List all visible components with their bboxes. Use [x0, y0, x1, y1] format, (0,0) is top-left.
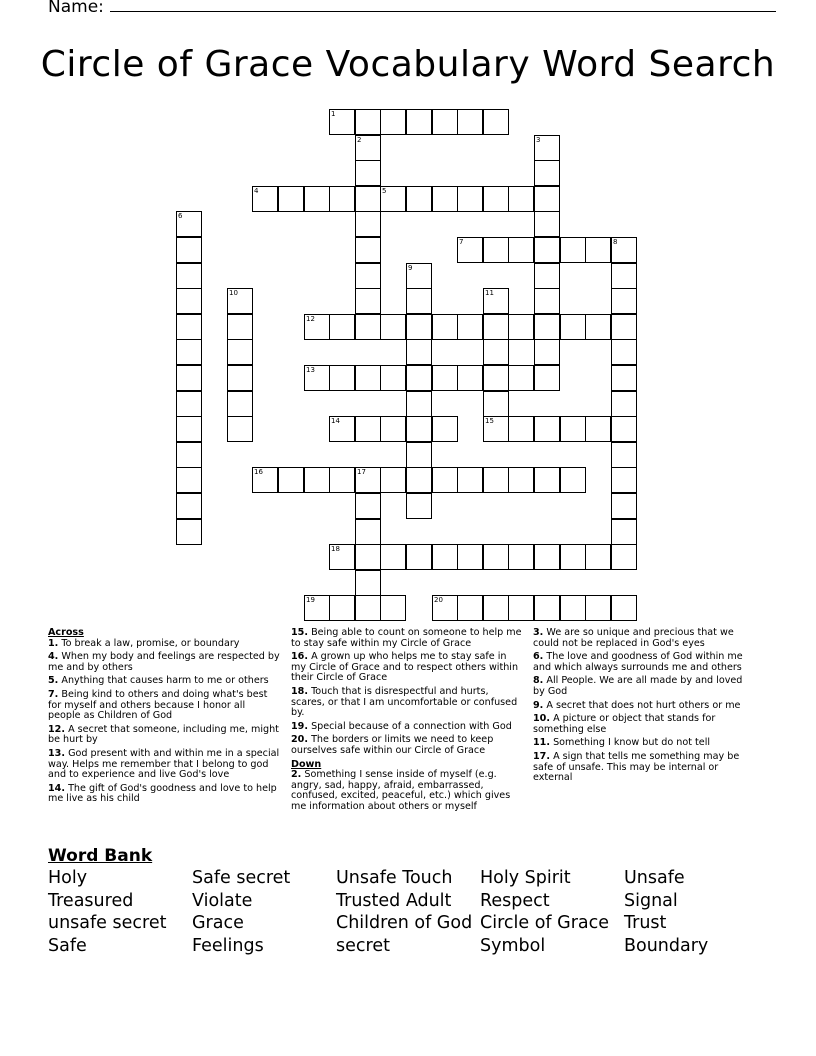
clue-number: 17: [357, 468, 366, 476]
clue-number: 20: [434, 596, 443, 604]
grid-cell[interactable]: [457, 544, 483, 570]
grid-cell[interactable]: [355, 160, 381, 186]
name-field[interactable]: [48, 0, 776, 17]
grid-cell[interactable]: [508, 416, 534, 442]
grid-cell[interactable]: [432, 314, 458, 340]
grid-cell[interactable]: [611, 263, 637, 289]
word-bank-item: unsafe secret: [48, 913, 167, 933]
grid-cell[interactable]: [483, 365, 509, 391]
word-bank-item: Holy: [48, 868, 88, 888]
grid-cell[interactable]: [406, 288, 432, 314]
grid-cell[interactable]: [508, 314, 534, 340]
grid-cell[interactable]: [432, 365, 458, 391]
across-header: Across: [48, 627, 84, 638]
word-bank-item: secret: [336, 936, 390, 956]
grid-cell[interactable]: [406, 365, 432, 391]
clue-number: 1: [331, 110, 336, 118]
clue-across-4: 4. When my body and feelings are respected by me and by others: [48, 651, 280, 673]
grid-cell[interactable]: [432, 544, 458, 570]
grid-cell[interactable]: [508, 237, 534, 263]
grid-cell[interactable]: [278, 467, 304, 493]
grid-cell[interactable]: [534, 237, 560, 263]
clue-across-15: 15. Being able to count on someone to help me to stay safe within my Circle of Grace: [291, 627, 522, 649]
down-header: Down: [291, 758, 322, 770]
grid-cell[interactable]: [355, 263, 381, 289]
grid-cell[interactable]: [457, 467, 483, 493]
grid-cell[interactable]: [176, 493, 202, 519]
grid-cell[interactable]: [457, 237, 483, 263]
word-bank-item: Symbol: [480, 936, 546, 956]
grid-cell[interactable]: [560, 544, 586, 570]
grid-cell[interactable]: [176, 416, 202, 442]
grid-cell[interactable]: [534, 544, 560, 570]
clue-number: 6: [178, 212, 183, 220]
grid-cell[interactable]: [457, 186, 483, 212]
word-bank-item: Grace: [192, 913, 244, 933]
grid-cell[interactable]: [585, 595, 611, 621]
grid-cell[interactable]: [355, 493, 381, 519]
word-bank-item: Trust: [624, 913, 667, 933]
grid-cell[interactable]: [227, 314, 253, 340]
grid-cell[interactable]: [329, 365, 355, 391]
grid-cell[interactable]: [585, 544, 611, 570]
grid-cell[interactable]: [457, 314, 483, 340]
grid-cell[interactable]: [406, 263, 432, 289]
grid-cell[interactable]: [355, 211, 381, 237]
grid-cell[interactable]: [534, 160, 560, 186]
grid-cell[interactable]: [483, 595, 509, 621]
grid-cell[interactable]: [227, 416, 253, 442]
grid-cell[interactable]: [611, 339, 637, 365]
word-bank-item: Unsafe: [624, 868, 685, 888]
grid-cell[interactable]: [380, 365, 406, 391]
clue-number: 19: [306, 596, 315, 604]
grid-cell[interactable]: [406, 467, 432, 493]
grid-cell[interactable]: [611, 314, 637, 340]
grid-cell[interactable]: [534, 288, 560, 314]
grid-cell[interactable]: [355, 186, 381, 212]
word-bank-item: Treasured: [48, 891, 134, 911]
grid-cell[interactable]: [406, 186, 432, 212]
grid-cell[interactable]: [534, 467, 560, 493]
grid-cell[interactable]: [534, 416, 560, 442]
grid-cell[interactable]: [534, 314, 560, 340]
grid-cell[interactable]: [457, 595, 483, 621]
word-bank-item: Safe: [48, 936, 87, 956]
grid-cell[interactable]: [355, 288, 381, 314]
grid-cell[interactable]: [534, 186, 560, 212]
grid-cell[interactable]: [176, 211, 202, 237]
grid-cell[interactable]: [508, 467, 534, 493]
grid-cell[interactable]: [611, 391, 637, 417]
grid-cell[interactable]: [380, 467, 406, 493]
grid-cell[interactable]: [483, 186, 509, 212]
clue-across-18: 18. Touch that is disrespectful and hurts, scares, or that I am uncomfortable or confused by.: [291, 685, 518, 719]
grid-cell[interactable]: [611, 365, 637, 391]
clue-across-13: 13. God present with and within me in a special way. Helps me remember that I belong to god and to experience and live God's love: [48, 747, 280, 781]
grid-cell[interactable]: [406, 314, 432, 340]
grid-cell[interactable]: [560, 467, 586, 493]
grid-cell[interactable]: [406, 339, 432, 365]
grid-cell[interactable]: [483, 314, 509, 340]
grid-cell[interactable]: [406, 416, 432, 442]
grid-cell[interactable]: [457, 109, 483, 135]
grid-cell[interactable]: [252, 467, 278, 493]
clue-number: 5: [382, 187, 387, 195]
clues-column-3: [533, 628, 751, 787]
grid-cell[interactable]: [380, 544, 406, 570]
grid-cell[interactable]: [355, 314, 381, 340]
grid-cell[interactable]: [355, 109, 381, 135]
word-bank-item: Safe secret: [192, 868, 291, 888]
clue-number: 7: [459, 238, 464, 246]
grid-cell[interactable]: [355, 135, 381, 161]
grid-cell[interactable]: [329, 109, 355, 135]
grid-cell[interactable]: [585, 237, 611, 263]
clue-across-14: 14. The gift of God's goodness and love to help me live as his child: [48, 782, 277, 805]
word-bank-item: Circle of Grace: [480, 913, 610, 933]
grid-cell[interactable]: [560, 237, 586, 263]
grid-cell[interactable]: [432, 467, 458, 493]
word-bank-item: Holy Spirit: [480, 868, 571, 888]
grid-cell[interactable]: [611, 237, 637, 263]
grid-cell[interactable]: [406, 391, 432, 417]
clue-down-9: 9. A secret that does not hurt others or me: [533, 699, 741, 711]
word-bank-item: Respect: [480, 891, 550, 911]
grid-cell[interactable]: [534, 365, 560, 391]
clue-across-7: 7. Being kind to others and doing what's best for myself and others because I honor all people as Children of God: [48, 688, 268, 722]
grid-cell[interactable]: [611, 288, 637, 314]
grid-cell[interactable]: [227, 365, 253, 391]
grid-cell[interactable]: [585, 416, 611, 442]
clue-across-1: 1. To break a law, promise, or boundary: [48, 637, 240, 649]
grid-cell[interactable]: [534, 211, 560, 237]
grid-cell[interactable]: [355, 570, 381, 596]
word-bank-item: Violate: [192, 891, 253, 911]
word-bank-item: Unsafe Touch: [336, 868, 453, 888]
grid-cell[interactable]: [176, 288, 202, 314]
clue-down-10: 10. A picture or object that stands for something else: [533, 713, 716, 735]
grid-cell[interactable]: [355, 544, 381, 570]
grid-cell[interactable]: [611, 595, 637, 621]
grid-cell[interactable]: [483, 109, 509, 135]
grid-cell[interactable]: [534, 135, 560, 161]
grid-cell[interactable]: [227, 391, 253, 417]
word-bank-item: Feelings: [192, 936, 264, 956]
clue-down-3: 3. We are so unique and precious that we could not be replaced in God's eyes: [533, 627, 734, 649]
grid-cell[interactable]: [483, 416, 509, 442]
clue-number: 10: [229, 289, 238, 297]
grid-cell[interactable]: [611, 467, 637, 493]
word-bank-item: Signal: [624, 891, 678, 911]
clue-number: 12: [306, 315, 315, 323]
grid-cell[interactable]: [508, 186, 534, 212]
grid-cell[interactable]: [380, 109, 406, 135]
name-underline: [110, 0, 776, 12]
grid-cell[interactable]: [329, 186, 355, 212]
grid-cell[interactable]: [406, 544, 432, 570]
clues-column-2: [291, 628, 523, 816]
grid-cell[interactable]: [176, 519, 202, 545]
page-title: Circle of Grace Vocabulary Word Search: [40, 44, 776, 85]
grid-cell[interactable]: [355, 365, 381, 391]
grid-cell[interactable]: [380, 416, 406, 442]
grid-cell[interactable]: [406, 442, 432, 468]
grid-cell[interactable]: [355, 467, 381, 493]
grid-cell[interactable]: [611, 416, 637, 442]
grid-cell[interactable]: [483, 339, 509, 365]
word-bank-title: Word Bank: [48, 846, 153, 866]
clue-number: 15: [485, 417, 494, 425]
grid-cell[interactable]: [176, 263, 202, 289]
grid-cell[interactable]: [534, 263, 560, 289]
clue-number: 3: [536, 136, 541, 144]
grid-cell[interactable]: [508, 595, 534, 621]
grid-cell[interactable]: [329, 595, 355, 621]
grid-cell[interactable]: [227, 288, 253, 314]
clue-number: 4: [254, 187, 259, 195]
grid-cell[interactable]: [278, 186, 304, 212]
grid-cell[interactable]: [176, 314, 202, 340]
grid-cell[interactable]: [483, 544, 509, 570]
clue-down-17: 17. A sign that tells me something may be safe of unsafe. This may be internal or external: [533, 750, 740, 784]
clue-number: 18: [331, 545, 340, 553]
word-bank-item: Trusted Adult: [336, 891, 452, 911]
word-bank-item: Children of God: [336, 913, 473, 933]
clue-down-8: 8. All People. We are all made by and loved by God: [533, 675, 743, 697]
grid-cell[interactable]: [432, 186, 458, 212]
grid-cell[interactable]: [406, 493, 432, 519]
clue-down-2: 2. Something I sense inside of myself (e.g. angry, sad, happy, afraid, embarrassed, confused, excited, peaceful, etc.) which gives me information about others or myself: [291, 769, 511, 812]
grid-cell[interactable]: [585, 314, 611, 340]
grid-cell[interactable]: [329, 467, 355, 493]
clue-number: 8: [613, 238, 618, 246]
grid-cell[interactable]: [432, 595, 458, 621]
grid-cell[interactable]: [432, 109, 458, 135]
grid-cell[interactable]: [355, 519, 381, 545]
word-bank-item: Boundary: [624, 936, 709, 956]
clue-across-20: 20. The borders or limits we need to keep ourselves safe within our Circle of Grace: [291, 734, 494, 756]
grid-cell[interactable]: [176, 365, 202, 391]
grid-cell[interactable]: [329, 314, 355, 340]
grid-cell[interactable]: [483, 467, 509, 493]
grid-cell[interactable]: [355, 416, 381, 442]
clue-number: 2: [357, 136, 362, 144]
grid-cell[interactable]: [508, 544, 534, 570]
grid-cell[interactable]: [380, 595, 406, 621]
grid-cell[interactable]: [483, 288, 509, 314]
clue-number: 16: [254, 468, 263, 476]
grid-cell[interactable]: [304, 467, 330, 493]
grid-cell[interactable]: [304, 314, 330, 340]
clue-number: 11: [485, 289, 494, 297]
grid-cell[interactable]: [534, 595, 560, 621]
grid-cell[interactable]: [611, 519, 637, 545]
grid-cell[interactable]: [380, 314, 406, 340]
grid-cell[interactable]: [611, 493, 637, 519]
grid-cell[interactable]: [227, 339, 253, 365]
clues-column-1: [48, 628, 280, 808]
grid-cell[interactable]: [355, 237, 381, 263]
grid-cell[interactable]: [560, 416, 586, 442]
grid-cell[interactable]: [329, 416, 355, 442]
grid-cell[interactable]: [380, 186, 406, 212]
grid-cell[interactable]: [176, 467, 202, 493]
grid-cell[interactable]: [406, 109, 432, 135]
grid-cell[interactable]: [176, 339, 202, 365]
name-label: Name:: [48, 0, 104, 17]
clue-across-12: 12. A secret that someone, including me, might be hurt by: [48, 723, 279, 746]
grid-cell[interactable]: [457, 365, 483, 391]
grid-cell[interactable]: [432, 416, 458, 442]
grid-cell[interactable]: [329, 544, 355, 570]
clue-number: 9: [408, 264, 413, 272]
clue-down-11: 11. Something I know but do not tell: [533, 737, 711, 749]
grid-cell[interactable]: [176, 442, 202, 468]
grid-cell[interactable]: [304, 186, 330, 212]
grid-cell[interactable]: [252, 186, 278, 212]
grid-cell[interactable]: [611, 442, 637, 468]
grid-cell[interactable]: [176, 391, 202, 417]
grid-cell[interactable]: [304, 365, 330, 391]
grid-cell[interactable]: [611, 544, 637, 570]
clue-across-16: 16. A grown up who helps me to stay safe in my Circle of Grace and to respect others within their Circle of Grace: [291, 651, 519, 684]
grid-cell[interactable]: [534, 339, 560, 365]
grid-cell[interactable]: [355, 595, 381, 621]
grid-cell[interactable]: [560, 595, 586, 621]
grid-cell[interactable]: [483, 391, 509, 417]
grid-cell[interactable]: [508, 365, 534, 391]
grid-cell[interactable]: [560, 314, 586, 340]
grid-cell[interactable]: [304, 595, 330, 621]
clue-down-6: 6. The love and goodness of God within me and which always surrounds me and others: [533, 651, 743, 673]
grid-cell[interactable]: [483, 237, 509, 263]
clue-across-5: 5. Anything that causes harm to me or others: [48, 675, 269, 687]
clue-number: 13: [306, 366, 315, 374]
clue-across-19: 19. Special because of a connection with God: [291, 720, 512, 732]
grid-cell[interactable]: [176, 237, 202, 263]
clue-number: 14: [331, 417, 340, 425]
